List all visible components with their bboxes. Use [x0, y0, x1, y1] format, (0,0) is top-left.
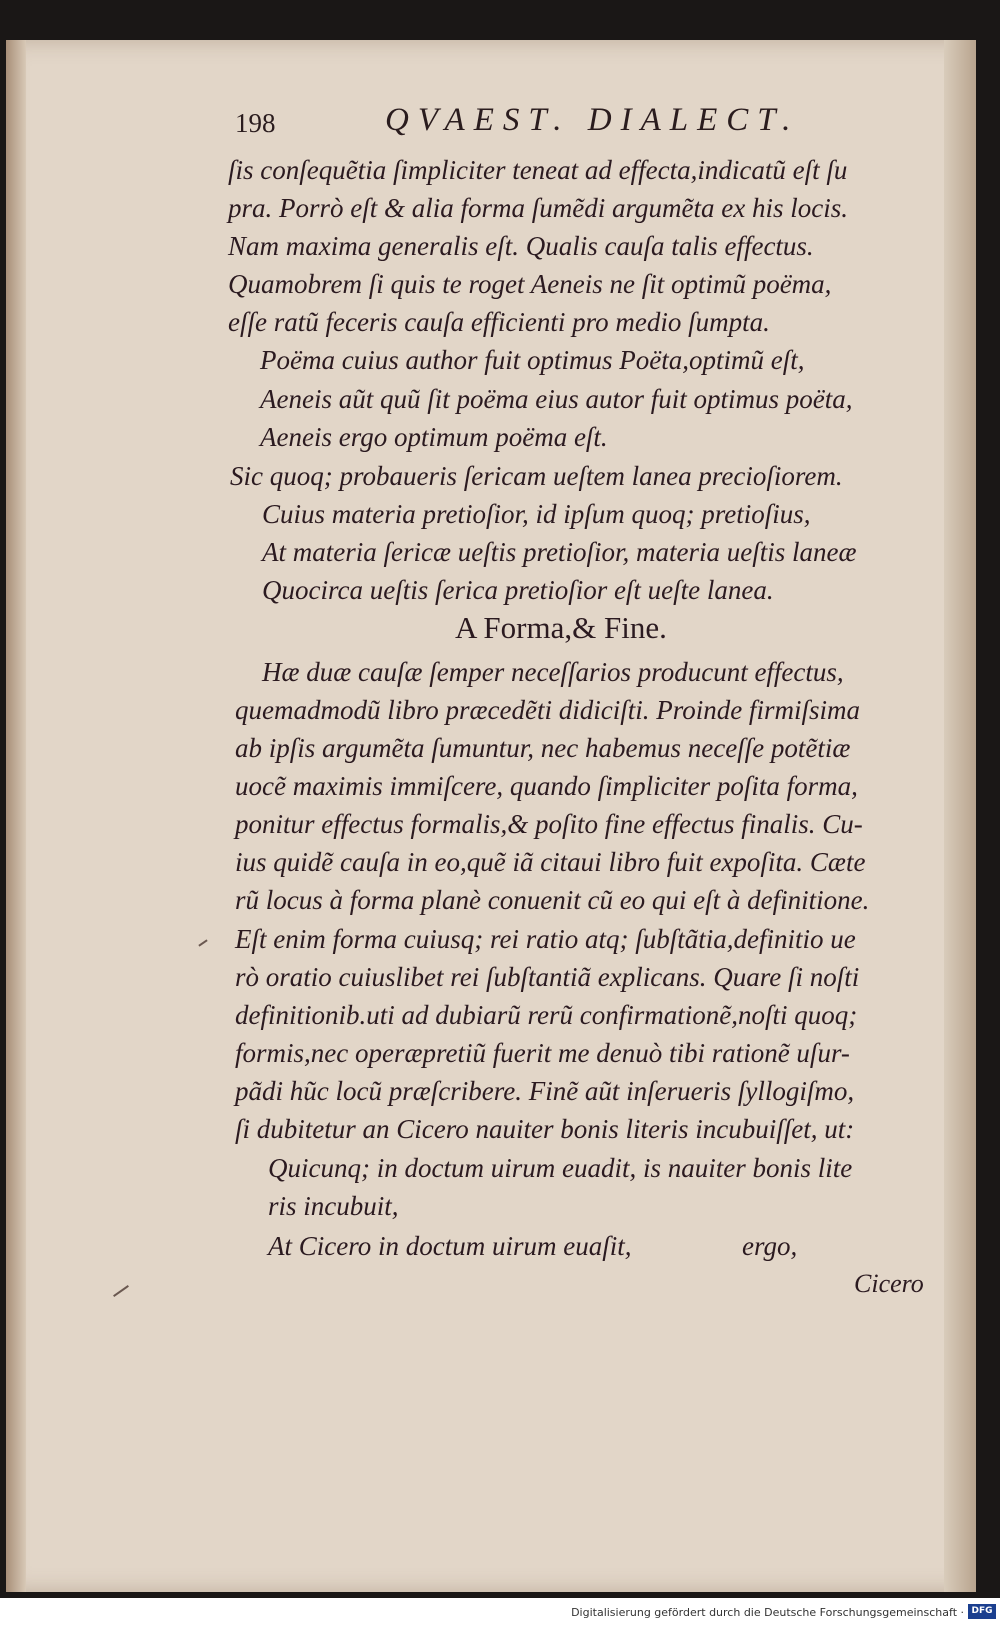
text-line: ergo,: [742, 1231, 798, 1261]
text-line: ris incubuit,: [268, 1191, 399, 1221]
dfg-logo-icon: DFG: [968, 1604, 996, 1619]
text-line: ſis conſequẽtia ſimpliciter teneat ad effecta,indicatũ eſt ſu: [228, 155, 848, 185]
text-line: ab ipſis argumẽta ſumuntur, nec habemus neceſſe potẽtiæ: [235, 733, 851, 763]
text-line: rũ locus à forma planè conuenit cũ eo qui eſt à definitione.: [235, 885, 870, 915]
text-line: pãdi hũc locũ præſcribere. Finẽ aũt inſerueris ſyllogiſmo,: [235, 1076, 855, 1106]
text-line: Quamobrem ſi quis te roget Aeneis ne ſit optimũ poëma,: [228, 269, 832, 299]
text-line: ius quidẽ cauſa in eo,quẽ iã citaui libro fuit expoſita. Cæte: [235, 847, 866, 877]
text-line: definitionib.uti ad dubiarũ rerũ confirmationẽ,noſti quoq;: [235, 1000, 858, 1030]
section-heading: A Forma,& Fine.: [455, 610, 667, 645]
page-number: 198: [235, 108, 276, 138]
text-line: Nam maxima generalis eſt. Qualis cauſa talis effectus.: [228, 231, 814, 261]
text-line: At materia ſericæ ueſtis pretioſior, materia ueſtis laneæ: [262, 537, 857, 567]
text-line: uocẽ maximis immiſcere, quando ſimpliciter poſita forma,: [235, 771, 858, 801]
text-line: rò oratio cuiuslibet rei ſubſtantiã explicans. Quare ſi noſti: [235, 962, 860, 992]
text-line: Eſt enim forma cuiusq; rei ratio atq; ſubſtãtia,definitio ue: [235, 924, 856, 954]
page-left-edge: [6, 40, 26, 1592]
text-line: Cuius materia pretioſior, id ipſum quoq; pretioſius,: [262, 499, 811, 529]
funding-credit: Digitalisierung gefördert durch die Deutsche Forschungsgemeinschaft ·: [571, 1606, 964, 1619]
text-line: Hæ duæ cauſæ ſemper neceſſarios producunt effectus,: [262, 657, 844, 687]
page-right-edge: [944, 40, 976, 1592]
catchword: Cicero: [854, 1269, 924, 1298]
text-line: At Cicero in doctum uirum euaſit,: [268, 1231, 632, 1261]
text-line: Aeneis aũt quũ ſit poëma eius autor fuit optimus poëta,: [260, 384, 853, 414]
text-line: quemadmodũ libro præcedẽti didiciſti. Proinde firmiſsima: [235, 695, 860, 725]
text-line: Poëma cuius author fuit optimus Poëta,optimũ eſt,: [260, 345, 805, 375]
running-head: QVAEST. DIALECT.: [385, 102, 800, 138]
footer-bar: [0, 1598, 1000, 1626]
text-line: Aeneis ergo optimum poëma eſt.: [260, 422, 608, 452]
text-line: Quicunq; in doctum uirum euadit, is nauiter bonis lite: [268, 1153, 853, 1183]
page-header: [235, 102, 835, 142]
text-line: Quocirca ueſtis ſerica pretioſior eſt ueſte lanea.: [262, 575, 774, 605]
text-line: ſi dubitetur an Cicero nauiter bonis literis incubuiſſet, ut:: [235, 1114, 855, 1144]
text-line: Sic quoq; probaueris ſericam ueſtem lanea precioſiorem.: [230, 461, 843, 491]
text-line: eſſe ratũ feceris cauſa efficienti pro medio ſumpta.: [228, 307, 770, 337]
text-line: formis,nec operæpretiũ fuerit me denuò tibi rationẽ uſur-: [235, 1038, 850, 1068]
text-line: pra. Porrò eſt & alia forma ſumẽdi argumẽta ex his locis.: [228, 193, 848, 223]
text-line: ponitur effectus formalis,& poſito fine effectus finalis. Cu-: [235, 809, 863, 839]
